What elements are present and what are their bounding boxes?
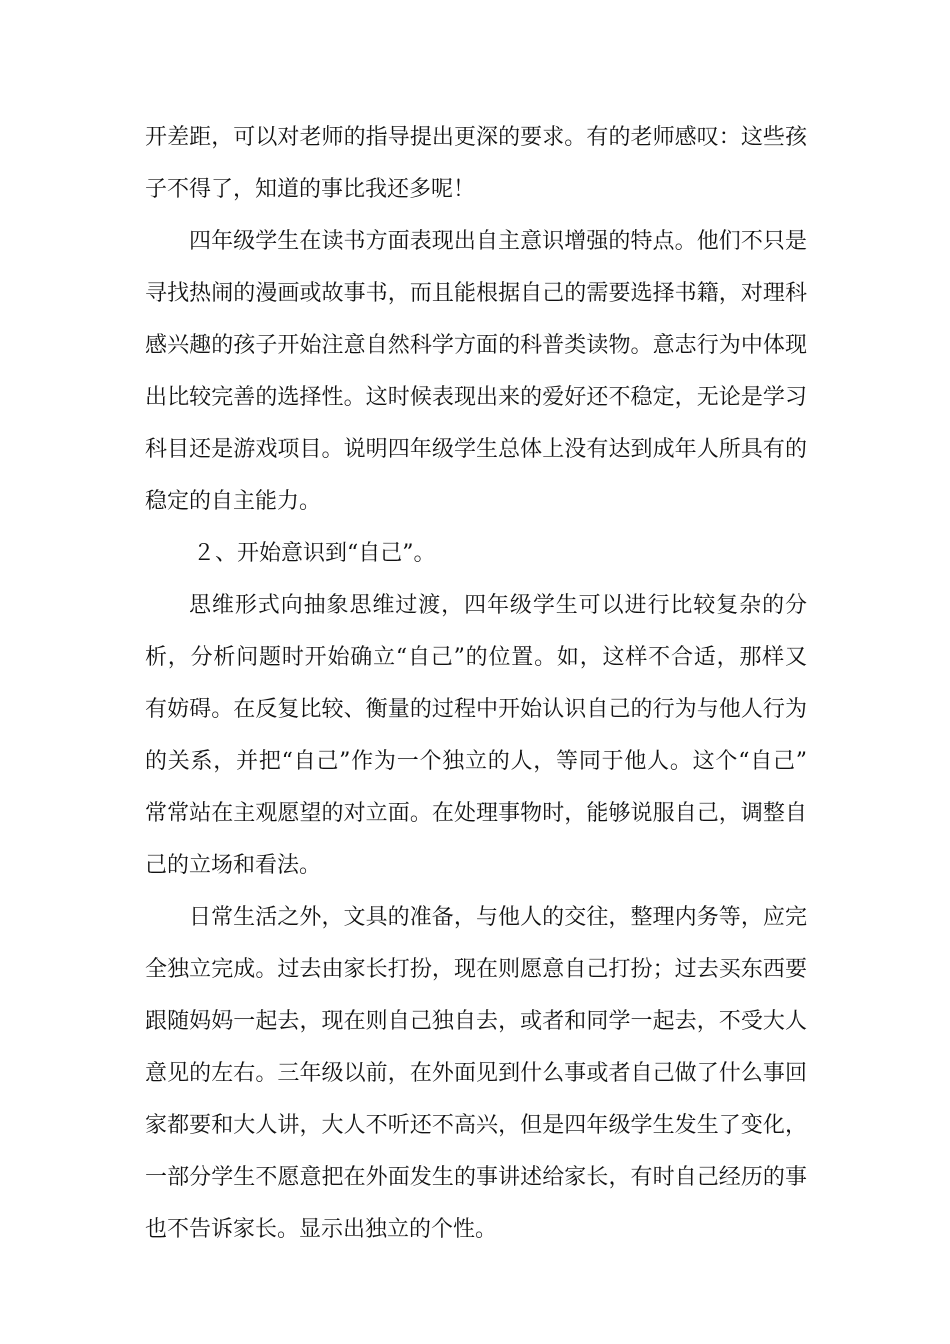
text-line: 家都要和大人讲，大人不听还不高兴，但是四年级学生发生了变化， — [145, 1113, 807, 1138]
text-line: 感兴趣的孩子开始注意自然科学方面的科普类读物。意志行为中体现 — [145, 333, 807, 358]
text-line: 也不告诉家长。显示出独立的个性。 — [145, 1217, 498, 1242]
text-line: 思维形式向抽象思维过渡，四年级学生可以进行比较复杂的分 — [189, 593, 807, 618]
text-line: 析，分析问题时开始确立“自己”的位置。如，这样不合适，那样又 — [145, 645, 807, 670]
text-line: 常常站在主观愿望的对立面。在处理事物时，能够说服自己，调整自 — [145, 801, 807, 826]
text-line: 全独立完成。过去由家长打扮，现在则愿意自己打扮；过去买东西要 — [145, 957, 807, 982]
text-line: 意见的左右。三年级以前，在外面见到什么事或者自己做了什么事回 — [145, 1061, 807, 1086]
text-line: 有妨碍。在反复比较、衡量的过程中开始认识自己的行为与他人行为 — [145, 697, 807, 722]
text-line: 的关系，并把“自己”作为一个独立的人，等同于他人。这个“自己” — [145, 749, 807, 774]
paragraph — [145, 216, 807, 528]
paragraph — [145, 112, 807, 216]
paragraph — [145, 892, 807, 1256]
text-line: 科目还是游戏项目。说明四年级学生总体上没有达到成年人所具有的 — [145, 437, 807, 462]
text-line: ２、开始意识到“自己”。 — [193, 541, 436, 566]
text-line: 日常生活之外，文具的准备，与他人的交往，整理内务等，应完 — [189, 905, 807, 930]
text-line: 开差距，可以对老师的指导提出更深的要求。有的老师感叹：这些孩 — [145, 125, 807, 150]
text-line: 寻找热闹的漫画或故事书，而且能根据自己的需要选择书籍，对理科 — [145, 281, 807, 306]
section-heading — [145, 528, 807, 580]
text-line: 跟随妈妈一起去，现在则自己独自去，或者和同学一起去，不受大人 — [145, 1009, 807, 1034]
text-line: 子不得了，知道的事比我还多呢！ — [145, 177, 476, 202]
text-line: 稳定的自主能力。 — [145, 489, 322, 514]
text-line: 己的立场和看法。 — [145, 853, 322, 878]
text-line: 四年级学生在读书方面表现出自主意识增强的特点。他们不只是 — [189, 229, 807, 254]
paragraph — [145, 580, 807, 892]
text-line: 一部分学生不愿意把在外面发生的事讲述给家长，有时自己经历的事 — [145, 1165, 807, 1190]
document-page — [145, 112, 807, 1256]
text-line: 出比较完善的选择性。这时候表现出来的爱好还不稳定，无论是学习 — [145, 385, 807, 410]
